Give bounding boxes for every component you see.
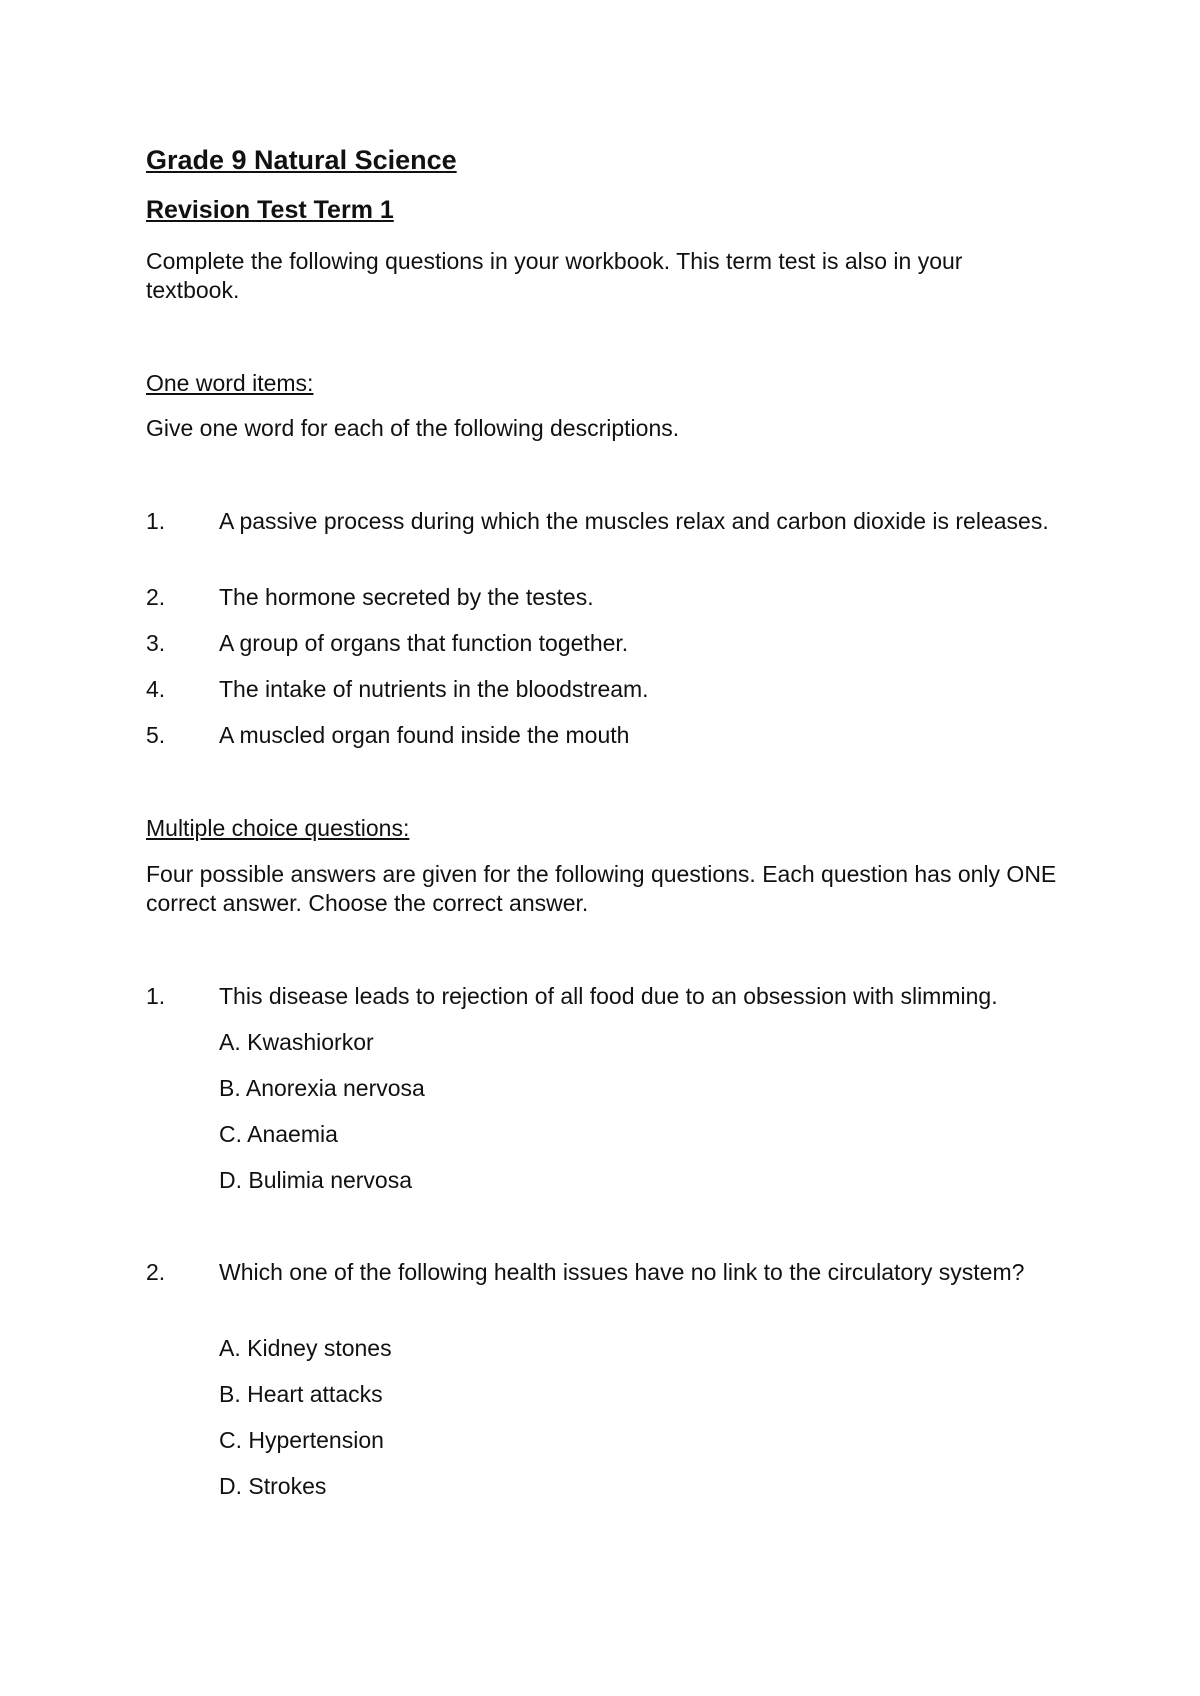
item-text: The intake of nutrients in the bloodstream. <box>219 676 649 702</box>
one-word-heading: One word items: <box>146 370 314 396</box>
intro-text: Complete the following questions in your workbook. This term test is also in your textbook. <box>146 248 963 303</box>
page-subtitle: Revision Test Term 1 <box>146 196 394 224</box>
item-text: A group of organs that function together. <box>219 630 629 656</box>
question-text: Which one of the following health issues have no link to the circulatory system? <box>219 1259 1025 1285</box>
item-text: The hormone secreted by the testes. <box>219 584 594 610</box>
option-a: A. Kidney stones <box>219 1335 392 1361</box>
mcq-instruction: Four possible answers are given for the following questions. Each question has only ONE correct answer. Choose the correct answer. <box>146 861 1057 916</box>
option-b: B. Heart attacks <box>219 1381 383 1407</box>
one-word-instruction: Give one word for each of the following descriptions. <box>146 415 680 441</box>
option-d: D. Bulimia nervosa <box>219 1167 413 1193</box>
question-text: This disease leads to rejection of all food due to an obsession with slimming. <box>219 983 998 1009</box>
item-number: 5. <box>146 722 166 748</box>
question-number: 1. <box>146 983 166 1009</box>
option-c: C. Hypertension <box>219 1427 384 1453</box>
item-number: 3. <box>146 630 166 656</box>
option-a: A. Kwashiorkor <box>219 1029 374 1055</box>
page-title: Grade 9 Natural Science <box>146 145 457 175</box>
question-number: 2. <box>146 1259 166 1285</box>
item-number: 1. <box>146 508 166 534</box>
item-text: A muscled organ found inside the mouth <box>219 722 630 748</box>
option-d: D. Strokes <box>219 1473 327 1499</box>
item-text: A passive process during which the muscles relax and carbon dioxide is releases. <box>219 508 1049 534</box>
option-c: C. Anaemia <box>219 1121 338 1147</box>
item-number: 2. <box>146 584 166 610</box>
item-number: 4. <box>146 676 166 702</box>
mcq-heading: Multiple choice questions: <box>146 815 410 841</box>
option-b: B. Anorexia nervosa <box>219 1075 425 1101</box>
